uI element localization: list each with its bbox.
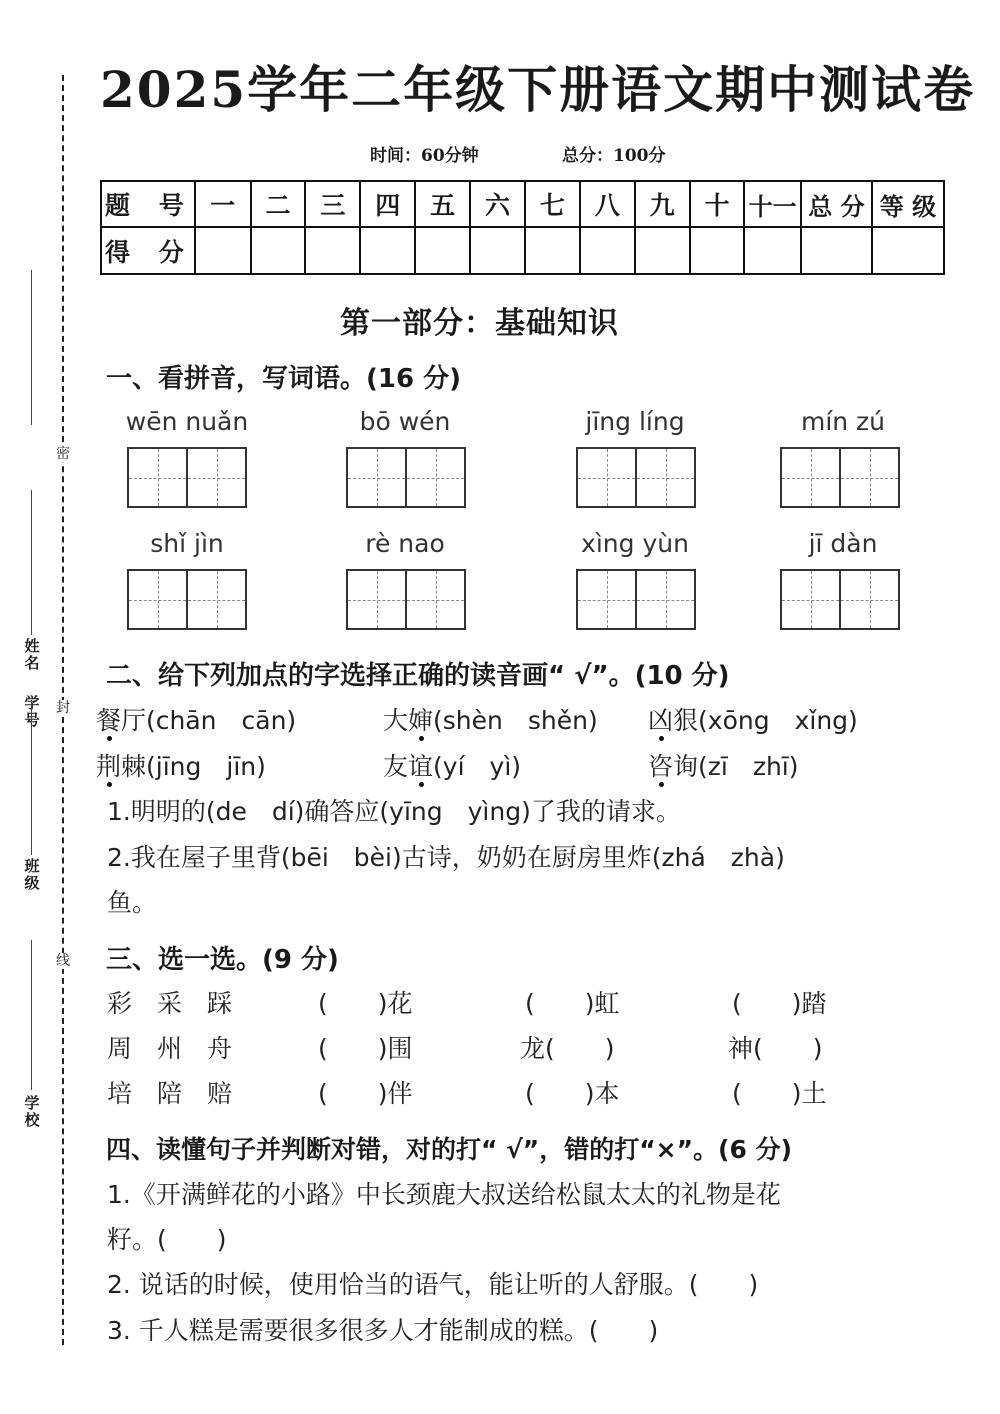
score-cell[interactable]: [305, 227, 360, 274]
score-cell[interactable]: [690, 227, 745, 274]
q3-blank[interactable]: ( )伴: [318, 1079, 413, 1108]
q3-blank[interactable]: ( )本: [525, 1079, 620, 1108]
pinyin-item: [743, 407, 943, 436]
writing-box[interactable]: [346, 569, 466, 630]
pinyin-text: bō wén: [359, 407, 451, 436]
pinyin-text: rè nao: [365, 529, 445, 558]
pinyin-text: xìng yùn: [581, 529, 689, 558]
side-label-xuehao: 学号: [24, 694, 40, 729]
dotted-char: 婶: [408, 706, 434, 735]
writing-box[interactable]: [576, 447, 696, 508]
q3-blank[interactable]: ( )围: [318, 1034, 413, 1063]
score-table: [100, 180, 945, 275]
score-header-2: 二: [251, 181, 306, 227]
q2-sentence-2-cont: 鱼。: [107, 888, 158, 917]
q2-word[interactable]: 友谊(yí yì): [383, 752, 522, 781]
pinyin-text: shǐ jìn: [150, 529, 224, 558]
score-header-5: 五: [415, 181, 470, 227]
score-cell[interactable]: [470, 227, 525, 274]
exam-time: 时间：60分钟: [370, 146, 479, 166]
dotted-char: 凶: [648, 706, 674, 735]
q2-word[interactable]: 咨询(zī zhī): [648, 752, 799, 781]
binding-word-mi: 密: [56, 446, 70, 462]
pinyin-item: [535, 529, 735, 558]
pinyin-item: [87, 529, 287, 558]
q4-line-3[interactable]: 3. 千人糕是需要很多很多人才能制成的糕。( ): [107, 1316, 659, 1345]
page-title: 2025学年二年级下册语文期中测试卷: [100, 60, 976, 119]
q2-word[interactable]: 荆棘(jīng jīn): [96, 752, 266, 781]
q4-line-2[interactable]: 2. 说话的时候，使用恰当的语气，能让听的人舒服。( ): [107, 1270, 759, 1299]
dotted-char: 咨: [648, 752, 674, 781]
score-header-1: 一: [195, 181, 251, 227]
q3-title: 三、选一选。(9 分): [106, 945, 339, 975]
q2-word[interactable]: 凶狠(xōng xǐng): [648, 706, 858, 735]
writing-box[interactable]: [780, 569, 900, 630]
q3-blank[interactable]: ( )踏: [732, 989, 827, 1018]
score-cell[interactable]: [744, 227, 801, 274]
score-header-6: 六: [470, 181, 525, 227]
q3-blank[interactable]: ( )土: [732, 1079, 827, 1108]
q3-blank[interactable]: ( )虹: [525, 989, 620, 1018]
writing-box[interactable]: [576, 569, 696, 630]
side-label-xuexiao: 学校: [24, 1094, 40, 1129]
score-header-10: 十: [690, 181, 745, 227]
score-header-4: 四: [360, 181, 415, 227]
q3-char-group: 周 州 舟: [107, 1034, 233, 1063]
score-row-label: 得 分: [101, 227, 195, 274]
pinyin-item: [535, 407, 735, 436]
pinyin-item: [305, 529, 505, 558]
pinyin-item: [743, 529, 943, 558]
pinyin-text: jī dàn: [808, 529, 878, 558]
pinyin-item: [305, 407, 505, 436]
binding-word-xian: 线: [56, 953, 70, 969]
score-header-11: 十一: [744, 181, 801, 227]
writing-box[interactable]: [127, 447, 247, 508]
dotted-char: 餐: [96, 706, 122, 735]
pinyin-text: jīng líng: [585, 407, 685, 436]
writing-box[interactable]: [780, 447, 900, 508]
score-cell[interactable]: [251, 227, 306, 274]
score-cell[interactable]: [635, 227, 690, 274]
score-cell[interactable]: [872, 227, 944, 274]
pinyin-text: wēn nuǎn: [125, 407, 249, 436]
q3-blank[interactable]: 神( ): [728, 1034, 823, 1063]
score-cell[interactable]: [525, 227, 580, 274]
score-header-8: 八: [580, 181, 635, 227]
exam-total-score: 总分：100分: [562, 146, 666, 166]
pinyin-item: [87, 407, 287, 436]
score-header-7: 七: [525, 181, 580, 227]
score-cell[interactable]: [415, 227, 470, 274]
writing-box[interactable]: [127, 569, 247, 630]
q3-char-group: 彩 采 踩: [107, 989, 233, 1018]
score-header-total: 总 分: [801, 181, 872, 227]
q2-sentence-1[interactable]: 1.明明的(de dí)确答应(yīng yìng)了我的请求。: [107, 797, 681, 826]
score-header-label: 题 号: [101, 181, 195, 227]
q4-line-1: 1.《开满鲜花的小路》中长颈鹿大叔送给松鼠太太的礼物是花: [107, 1180, 781, 1209]
dotted-char: 谊: [408, 752, 434, 781]
score-cell[interactable]: [580, 227, 635, 274]
score-header-3: 三: [305, 181, 360, 227]
side-label-banji: 班级: [24, 857, 40, 892]
writing-box[interactable]: [346, 447, 466, 508]
q3-blank[interactable]: 龙( ): [520, 1034, 615, 1063]
part1-title: 第一部分：基础知识: [340, 306, 619, 341]
q2-title: 二、给下列加点的字选择正确的读音画“ √”。(10 分): [106, 661, 730, 691]
score-header-grade: 等 级: [872, 181, 944, 227]
q2-word[interactable]: 餐厅(chān cān): [96, 706, 297, 735]
q4-line-1-answer[interactable]: 籽。( ): [107, 1225, 227, 1254]
score-cell[interactable]: [195, 227, 251, 274]
score-cell[interactable]: [801, 227, 872, 274]
dotted-char: 荆: [96, 752, 122, 781]
binding-word-feng: 封: [56, 700, 70, 716]
score-header-9: 九: [635, 181, 690, 227]
q2-sentence-2[interactable]: 2.我在屋子里背(bēi bèi)古诗，奶奶在厨房里炸(zhá zhà): [107, 843, 785, 872]
q2-word[interactable]: 大婶(shèn shěn): [383, 706, 598, 735]
q4-title: 四、读懂句子并判断对错，对的打“ √”，错的打“×”。(6 分): [106, 1135, 793, 1164]
q3-blank[interactable]: ( )花: [318, 989, 413, 1018]
side-label-xingming: 姓名: [24, 637, 40, 672]
q1-title: 一、看拼音，写词语。(16 分): [106, 364, 461, 394]
q3-char-group: 培 陪 赔: [107, 1079, 233, 1108]
score-cell[interactable]: [360, 227, 415, 274]
pinyin-text: mín zú: [800, 407, 886, 436]
